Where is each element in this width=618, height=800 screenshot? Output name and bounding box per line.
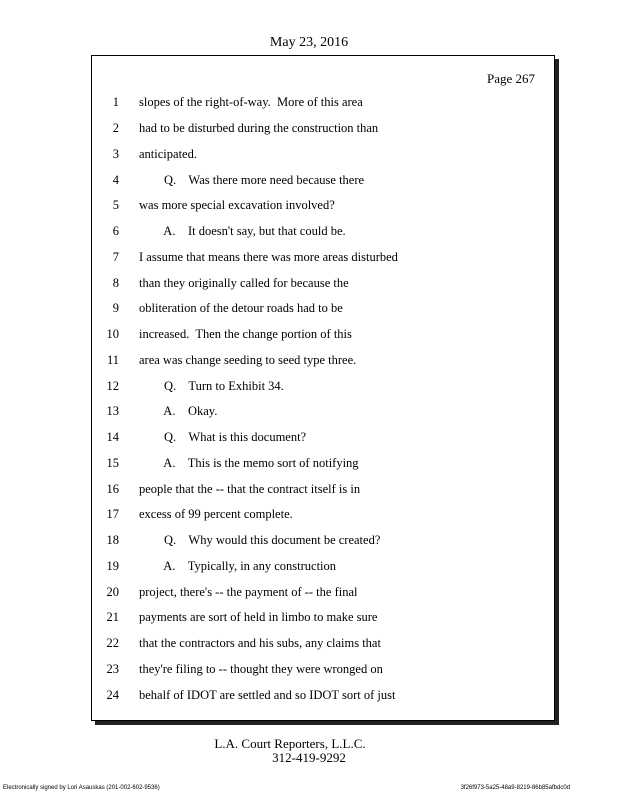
line-number: 18 <box>106 533 119 547</box>
line-number: 5 <box>112 198 119 212</box>
line-number: 1 <box>112 95 119 109</box>
line-text: than they originally called for because the <box>139 276 349 290</box>
transcript-line <box>0 404 560 422</box>
line-number: 10 <box>106 327 119 341</box>
page-number: Page 267 <box>487 71 536 86</box>
line-text: Q. Why would this document be created? <box>139 533 381 547</box>
transcript-line <box>0 585 560 603</box>
line-number: 23 <box>106 662 119 676</box>
transcript-line <box>0 507 560 525</box>
transcript-line <box>0 250 560 268</box>
line-text: excess of 99 percent complete. <box>139 507 293 521</box>
transcript-line <box>0 662 560 680</box>
line-text: increased. Then the change portion of this <box>139 327 352 341</box>
transcript-line <box>0 198 560 216</box>
transcript-line <box>0 173 560 191</box>
line-text: behalf of IDOT are settled and so IDOT sort of just <box>139 688 396 702</box>
transcript-line <box>0 224 560 242</box>
transcript-line <box>0 610 560 628</box>
line-text: A. Okay. <box>139 404 218 418</box>
transcript-line <box>0 121 560 139</box>
line-text: Q. Was there more need because there <box>139 173 365 187</box>
line-number: 9 <box>112 301 119 315</box>
transcript-line <box>0 559 560 577</box>
line-text: anticipated. <box>139 147 197 161</box>
line-number: 16 <box>106 482 119 496</box>
line-text: was more special excavation involved? <box>139 198 335 212</box>
line-text: A. It doesn't say, but that could be. <box>139 224 346 238</box>
line-text: people that the -- that the contract itself is in <box>139 482 361 496</box>
line-text: area was change seeding to seed type three. <box>139 353 357 367</box>
line-text: A. This is the memo sort of notifying <box>139 456 359 470</box>
transcript-line <box>0 379 560 397</box>
line-text: Q. Turn to Exhibit 34. <box>139 379 284 393</box>
footer-company: L.A. Court Reporters, L.L.C. <box>214 736 366 751</box>
line-number: 7 <box>112 250 119 264</box>
line-text: I assume that means there was more areas disturbed <box>139 250 398 264</box>
transcript-line <box>0 456 560 474</box>
transcript-line <box>0 482 560 500</box>
line-text: that the contractors and his subs, any claims that <box>139 636 381 650</box>
line-number: 2 <box>112 121 119 135</box>
line-text: had to be disturbed during the construction than <box>139 121 379 135</box>
line-number: 17 <box>106 507 119 521</box>
transcript-line <box>0 430 560 448</box>
line-number: 12 <box>106 379 119 393</box>
header-date: May 23, 2016 <box>269 35 349 50</box>
line-number: 4 <box>112 173 119 187</box>
line-text: slopes of the right-of-way. More of this area <box>139 95 363 109</box>
line-number: 20 <box>106 585 119 599</box>
line-number: 22 <box>106 636 119 650</box>
transcript-line <box>0 147 560 165</box>
line-text: obliteration of the detour roads had to be <box>139 301 343 315</box>
line-number: 24 <box>106 688 119 702</box>
footer-phone: 312-419-9292 <box>272 750 346 765</box>
line-text: project, there's -- the payment of -- the final <box>139 585 358 599</box>
line-number: 21 <box>106 610 119 624</box>
line-number: 3 <box>112 147 119 161</box>
line-number: 6 <box>112 224 119 238</box>
line-text: A. Typically, in any construction <box>139 559 337 573</box>
transcript-line <box>0 327 560 345</box>
line-text: they're filing to -- thought they were wronged on <box>139 662 383 676</box>
transcript-line <box>0 688 560 706</box>
line-number: 8 <box>112 276 119 290</box>
line-text: Q. What is this document? <box>139 430 307 444</box>
transcript-line <box>0 353 560 371</box>
transcript-line <box>0 95 560 113</box>
transcript-line <box>0 533 560 551</box>
transcript-line <box>0 276 560 294</box>
line-text: payments are sort of held in limbo to make sure <box>139 610 378 624</box>
electronic-signature: Electronically signed by Lori Asauskas (201-002-602-9536) <box>3 785 160 791</box>
line-number: 14 <box>106 430 119 444</box>
line-number: 19 <box>106 559 119 573</box>
transcript-line <box>0 301 560 319</box>
transcript-line <box>0 636 560 654</box>
document-id: 3f26f973-5a25-48a9-8219-86b85afbdc0d <box>460 785 570 791</box>
line-number: 15 <box>106 456 119 470</box>
line-number: 11 <box>106 353 119 367</box>
line-number: 13 <box>106 404 119 418</box>
